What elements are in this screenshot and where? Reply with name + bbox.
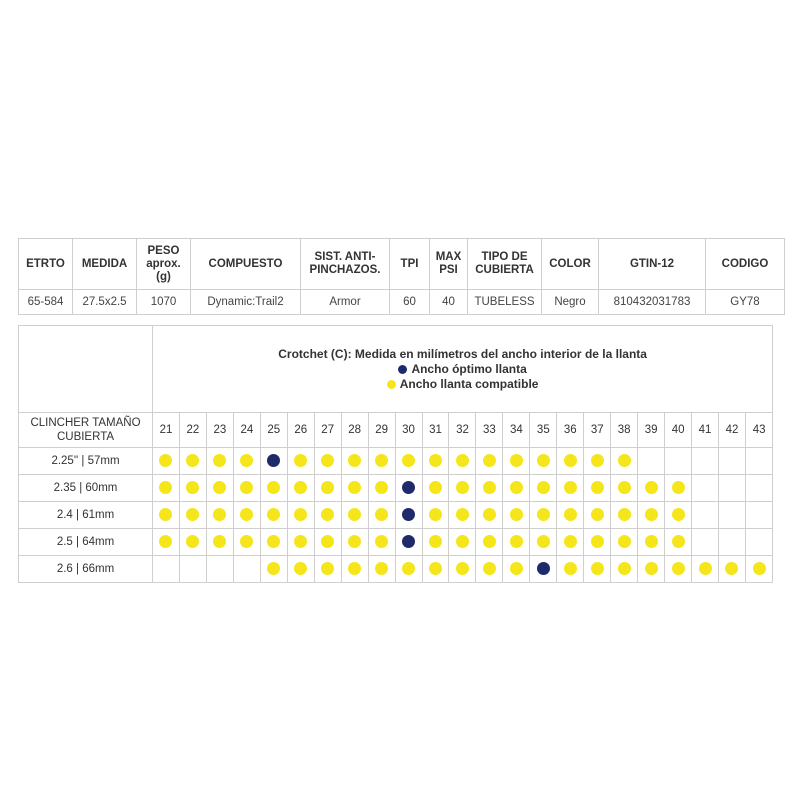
- compatible-dot-icon: [618, 508, 631, 521]
- compatible-dot-icon: [321, 481, 334, 494]
- compat-cell: [153, 529, 180, 556]
- rim-width-header: 26: [287, 413, 314, 448]
- spec-value-cell: Negro: [542, 290, 599, 315]
- spec-header-cell: MAX PSI: [430, 239, 468, 290]
- compat-cell: [395, 475, 422, 502]
- compatible-dot-icon: [429, 562, 442, 575]
- compat-cell: [368, 448, 395, 475]
- compatible-dot-icon: [537, 535, 550, 548]
- compat-cell: [287, 529, 314, 556]
- compat-cell: [341, 475, 368, 502]
- legend-cell: [153, 326, 773, 413]
- spec-header-cell: SIST. ANTI-PINCHAZOS.: [301, 239, 390, 290]
- compatible-dot-icon: [591, 481, 604, 494]
- compat-cell: [233, 529, 260, 556]
- compatible-dot-icon: [510, 535, 523, 548]
- compatible-dot-icon: [510, 562, 523, 575]
- spec-value-cell: Dynamic:Trail2: [191, 290, 301, 315]
- compatible-dot-icon: [672, 535, 685, 548]
- compatible-dot-icon: [321, 454, 334, 467]
- spec-header-cell: GTIN-12: [599, 239, 706, 290]
- compat-cell: [503, 529, 530, 556]
- compatible-dot-icon: [402, 562, 415, 575]
- compat-cell: [179, 448, 206, 475]
- compat-cell: [287, 448, 314, 475]
- rim-width-header: 36: [557, 413, 584, 448]
- compatible-dot-icon: [375, 562, 388, 575]
- compat-cell: [719, 448, 746, 475]
- compat-cell: [341, 529, 368, 556]
- compatible-dot-icon: [267, 562, 280, 575]
- compatible-dot-icon: [240, 508, 253, 521]
- compat-cell: [476, 556, 503, 583]
- spec-header-row: [19, 239, 785, 290]
- tire-size-label: 2.25'' | 57mm: [19, 448, 153, 475]
- compatible-dot-icon: [564, 508, 577, 521]
- compatible-dot-icon: [348, 562, 361, 575]
- compat-cell: [368, 475, 395, 502]
- compatible-dot-icon: [456, 562, 469, 575]
- compat-cell: [665, 448, 692, 475]
- compatible-dot-icon: [591, 535, 604, 548]
- compat-cell: [665, 475, 692, 502]
- compat-cell: [314, 475, 341, 502]
- compatible-dot-icon: [564, 562, 577, 575]
- compat-cell: [153, 556, 180, 583]
- compat-cell: [449, 502, 476, 529]
- compat-cell: [611, 448, 638, 475]
- compatible-dot-icon: [537, 454, 550, 467]
- tire-size-label: 2.5 | 64mm: [19, 529, 153, 556]
- compat-cell: [233, 556, 260, 583]
- compat-cell: [476, 475, 503, 502]
- compat-cell: [206, 529, 233, 556]
- compat-cell: [584, 448, 611, 475]
- compat-cell: [341, 448, 368, 475]
- compatible-dot-icon: [429, 535, 442, 548]
- compatible-dot-icon: [537, 481, 550, 494]
- compat-cell: [557, 448, 584, 475]
- spec-header-cell: MEDIDA: [73, 239, 137, 290]
- compatible-dot-icon: [645, 562, 658, 575]
- compat-cell: [179, 556, 206, 583]
- compatible-dot-icon: [456, 508, 469, 521]
- compat-cell: [422, 556, 449, 583]
- compat-cell: [745, 556, 772, 583]
- compatible-dot-icon: [159, 508, 172, 521]
- compat-cell: [206, 556, 233, 583]
- compat-cell: [584, 475, 611, 502]
- compatible-dot-icon: [645, 508, 658, 521]
- compat-cell: [611, 556, 638, 583]
- compatible-dot-icon: [483, 454, 496, 467]
- compatible-dot-icon: [645, 481, 658, 494]
- compat-cell: [314, 556, 341, 583]
- compatible-dot-icon: [159, 481, 172, 494]
- rim-width-header: 28: [341, 413, 368, 448]
- spec-value-row: [19, 290, 785, 315]
- compat-cell: [260, 529, 287, 556]
- compat-cell: [745, 502, 772, 529]
- compat-cell: [422, 529, 449, 556]
- compat-cell: [638, 502, 665, 529]
- rim-width-header: 39: [638, 413, 665, 448]
- spec-value-cell: 27.5x2.5: [73, 290, 137, 315]
- compat-cell: [584, 556, 611, 583]
- tire-size-row: [19, 556, 773, 583]
- spec-header-cell: COMPUESTO: [191, 239, 301, 290]
- compat-cell: [745, 475, 772, 502]
- compat-cell: [341, 556, 368, 583]
- compatible-dot-icon: [483, 535, 496, 548]
- spec-header-cell: TPI: [390, 239, 430, 290]
- spec-value-cell: 65-584: [19, 290, 73, 315]
- compat-cell: [530, 502, 557, 529]
- compat-cell: [692, 502, 719, 529]
- compat-cell: [557, 502, 584, 529]
- rim-width-header: 25: [260, 413, 287, 448]
- compatible-dot-icon: [294, 454, 307, 467]
- compatible-dot-icon: [159, 535, 172, 548]
- compatible-dot-icon: [186, 508, 199, 521]
- compatible-dot-icon: [348, 535, 361, 548]
- spec-value-cell: Armor: [301, 290, 390, 315]
- compatible-dot-icon: [267, 508, 280, 521]
- compatible-dot-icon: [537, 508, 550, 521]
- compatible-dot-icon: [387, 380, 396, 389]
- compatible-dot-icon: [483, 562, 496, 575]
- compat-cell: [557, 529, 584, 556]
- rim-width-header: 22: [179, 413, 206, 448]
- compatible-dot-icon: [483, 481, 496, 494]
- compat-cell: [665, 502, 692, 529]
- legend-row: [19, 326, 773, 413]
- compat-cell: [638, 475, 665, 502]
- compatible-dot-icon: [429, 481, 442, 494]
- optimal-dot-icon: [398, 365, 407, 374]
- compatible-dot-icon: [564, 454, 577, 467]
- compat-cell: [341, 502, 368, 529]
- spec-value-cell: TUBELESS: [468, 290, 542, 315]
- compat-cell: [449, 475, 476, 502]
- compat-cell: [395, 502, 422, 529]
- compatible-dot-icon: [294, 508, 307, 521]
- compatible-dot-icon: [591, 508, 604, 521]
- spec-header-cell: TIPO DE CUBIERTA: [468, 239, 542, 290]
- compat-cell: [584, 529, 611, 556]
- spec-header-cell: PESO aprox. (g): [137, 239, 191, 290]
- compatible-dot-icon: [564, 481, 577, 494]
- rim-width-header: 40: [665, 413, 692, 448]
- spec-header-cell: ETRTO: [19, 239, 73, 290]
- rim-width-header: 23: [206, 413, 233, 448]
- compat-cell: [233, 502, 260, 529]
- compatible-dot-icon: [213, 454, 226, 467]
- compat-cell: [260, 448, 287, 475]
- compatible-dot-icon: [564, 535, 577, 548]
- compat-cell: [179, 475, 206, 502]
- rim-width-header: 41: [692, 413, 719, 448]
- compat-cell: [692, 556, 719, 583]
- tire-size-label: 2.6 | 66mm: [19, 556, 153, 583]
- rim-width-header: 37: [584, 413, 611, 448]
- compatible-dot-icon: [591, 454, 604, 467]
- width-header-row: [19, 413, 773, 448]
- rim-compatibility-table: [18, 325, 773, 583]
- compatible-dot-icon: [645, 535, 658, 548]
- rim-width-header: 38: [611, 413, 638, 448]
- compat-cell: [449, 556, 476, 583]
- compatible-dot-icon: [213, 481, 226, 494]
- spec-table: [18, 238, 785, 315]
- compatible-dot-icon: [672, 481, 685, 494]
- legend-compatible-label: Ancho llanta compatible: [399, 376, 539, 391]
- compat-cell: [719, 556, 746, 583]
- optimal-dot-icon: [537, 562, 550, 575]
- compat-cell: [692, 448, 719, 475]
- compatible-dot-icon: [186, 535, 199, 548]
- compat-cell: [179, 502, 206, 529]
- compat-cell: [395, 556, 422, 583]
- tire-size-row: [19, 448, 773, 475]
- compat-cell: [422, 448, 449, 475]
- compat-cell: [179, 529, 206, 556]
- compatible-dot-icon: [267, 535, 280, 548]
- compat-cell: [287, 502, 314, 529]
- compat-cell: [476, 448, 503, 475]
- rim-width-header: 42: [719, 413, 746, 448]
- legend: [153, 347, 772, 392]
- compat-cell: [745, 448, 772, 475]
- compatible-dot-icon: [618, 481, 631, 494]
- spec-value-cell: GY78: [706, 290, 785, 315]
- compatible-dot-icon: [348, 454, 361, 467]
- spec-value-cell: 60: [390, 290, 430, 315]
- compat-cell: [665, 529, 692, 556]
- compatible-dot-icon: [429, 454, 442, 467]
- compatible-dot-icon: [186, 454, 199, 467]
- compatible-dot-icon: [591, 562, 604, 575]
- compatible-dot-icon: [483, 508, 496, 521]
- compat-cell: [557, 556, 584, 583]
- rim-width-header: 21: [153, 413, 180, 448]
- compat-cell: [449, 448, 476, 475]
- compat-cell: [233, 475, 260, 502]
- compatible-dot-icon: [375, 454, 388, 467]
- compatible-dot-icon: [456, 535, 469, 548]
- optimal-dot-icon: [267, 454, 280, 467]
- compatible-dot-icon: [618, 562, 631, 575]
- compat-cell: [638, 556, 665, 583]
- spec-value-cell: 1070: [137, 290, 191, 315]
- compat-cell: [395, 529, 422, 556]
- compatible-dot-icon: [321, 562, 334, 575]
- compat-cell: [287, 475, 314, 502]
- compatible-dot-icon: [375, 481, 388, 494]
- compat-cell: [422, 475, 449, 502]
- compatible-dot-icon: [429, 508, 442, 521]
- compat-cell: [530, 556, 557, 583]
- optimal-dot-icon: [402, 508, 415, 521]
- compat-cell: [368, 556, 395, 583]
- compat-cell: [206, 475, 233, 502]
- compatible-dot-icon: [213, 535, 226, 548]
- rim-width-header: 27: [314, 413, 341, 448]
- spec-value-cell: 810432031783: [599, 290, 706, 315]
- compatible-dot-icon: [456, 454, 469, 467]
- compatible-dot-icon: [618, 535, 631, 548]
- compat-cell: [314, 448, 341, 475]
- legend-compatible: [153, 377, 772, 392]
- compat-cell: [287, 556, 314, 583]
- compat-cell: [260, 556, 287, 583]
- rim-width-header: 35: [530, 413, 557, 448]
- legend-title: Crotchet (C): Medida en milímetros del ancho interior de la llanta: [278, 346, 647, 361]
- compatible-dot-icon: [213, 508, 226, 521]
- compat-cell: [476, 502, 503, 529]
- compatible-dot-icon: [456, 481, 469, 494]
- legend-blank-cell: [19, 326, 153, 413]
- spec-header-cell: COLOR: [542, 239, 599, 290]
- compat-cell: [719, 475, 746, 502]
- legend-optimal-label: Ancho óptimo llanta: [411, 361, 527, 376]
- compat-cell: [611, 529, 638, 556]
- compat-cell: [260, 475, 287, 502]
- compatible-dot-icon: [348, 508, 361, 521]
- compat-cell: [503, 448, 530, 475]
- optimal-dot-icon: [402, 481, 415, 494]
- compatible-dot-icon: [375, 535, 388, 548]
- compat-cell: [368, 529, 395, 556]
- compat-cell: [638, 529, 665, 556]
- optimal-dot-icon: [402, 535, 415, 548]
- rim-width-header: 30: [395, 413, 422, 448]
- compatible-dot-icon: [510, 481, 523, 494]
- compat-cell: [314, 529, 341, 556]
- compatible-dot-icon: [321, 535, 334, 548]
- compat-cell: [503, 502, 530, 529]
- rim-width-header: 24: [233, 413, 260, 448]
- compat-cell: [503, 475, 530, 502]
- compat-cell: [638, 448, 665, 475]
- compat-cell: [530, 475, 557, 502]
- compat-cell: [692, 475, 719, 502]
- compat-cell: [745, 529, 772, 556]
- compat-cell: [719, 529, 746, 556]
- compat-cell: [260, 502, 287, 529]
- tire-size-row: [19, 475, 773, 502]
- compatible-dot-icon: [186, 481, 199, 494]
- compatible-dot-icon: [240, 454, 253, 467]
- compat-cell: [611, 502, 638, 529]
- compatible-dot-icon: [159, 454, 172, 467]
- compat-cell: [153, 502, 180, 529]
- compat-cell: [314, 502, 341, 529]
- compatible-dot-icon: [294, 562, 307, 575]
- compat-cell: [368, 502, 395, 529]
- compat-cell: [206, 502, 233, 529]
- compatible-dot-icon: [267, 481, 280, 494]
- compat-cell: [503, 556, 530, 583]
- compat-cell: [557, 475, 584, 502]
- rim-width-header: 31: [422, 413, 449, 448]
- compat-cell: [233, 448, 260, 475]
- compat-cell: [665, 556, 692, 583]
- compat-cell: [530, 529, 557, 556]
- compatible-dot-icon: [725, 562, 738, 575]
- compat-cell: [692, 529, 719, 556]
- tire-size-label: 2.35 | 60mm: [19, 475, 153, 502]
- compatible-dot-icon: [348, 481, 361, 494]
- compatible-dot-icon: [294, 535, 307, 548]
- compat-cell: [530, 448, 557, 475]
- compatible-dot-icon: [510, 508, 523, 521]
- rim-width-header: 33: [476, 413, 503, 448]
- tire-size-label: 2.4 | 61mm: [19, 502, 153, 529]
- compat-cell: [153, 475, 180, 502]
- compat-cell: [422, 502, 449, 529]
- compatible-dot-icon: [402, 454, 415, 467]
- legend-optimal: [153, 362, 772, 377]
- rim-width-header: 32: [449, 413, 476, 448]
- compatible-dot-icon: [510, 454, 523, 467]
- spec-header-cell: CODIGO: [706, 239, 785, 290]
- compat-cell: [611, 475, 638, 502]
- tire-size-row: [19, 529, 773, 556]
- compatible-dot-icon: [699, 562, 712, 575]
- compat-cell: [719, 502, 746, 529]
- rim-width-header: 34: [503, 413, 530, 448]
- tire-size-row: [19, 502, 773, 529]
- compatible-dot-icon: [240, 535, 253, 548]
- spec-value-cell: 40: [430, 290, 468, 315]
- compat-cell: [206, 448, 233, 475]
- compatible-dot-icon: [618, 454, 631, 467]
- compatible-dot-icon: [672, 508, 685, 521]
- compatible-dot-icon: [672, 562, 685, 575]
- compatible-dot-icon: [321, 508, 334, 521]
- compatible-dot-icon: [375, 508, 388, 521]
- compatible-dot-icon: [294, 481, 307, 494]
- rim-width-header: 43: [745, 413, 772, 448]
- compat-cell: [153, 448, 180, 475]
- compat-cell: [395, 448, 422, 475]
- compat-cell: [476, 529, 503, 556]
- rim-width-header: 29: [368, 413, 395, 448]
- compatible-dot-icon: [240, 481, 253, 494]
- compat-cell: [449, 529, 476, 556]
- clincher-size-header: CLINCHER TAMAÑO CUBIERTA: [19, 413, 153, 448]
- compatible-dot-icon: [753, 562, 766, 575]
- compat-cell: [584, 502, 611, 529]
